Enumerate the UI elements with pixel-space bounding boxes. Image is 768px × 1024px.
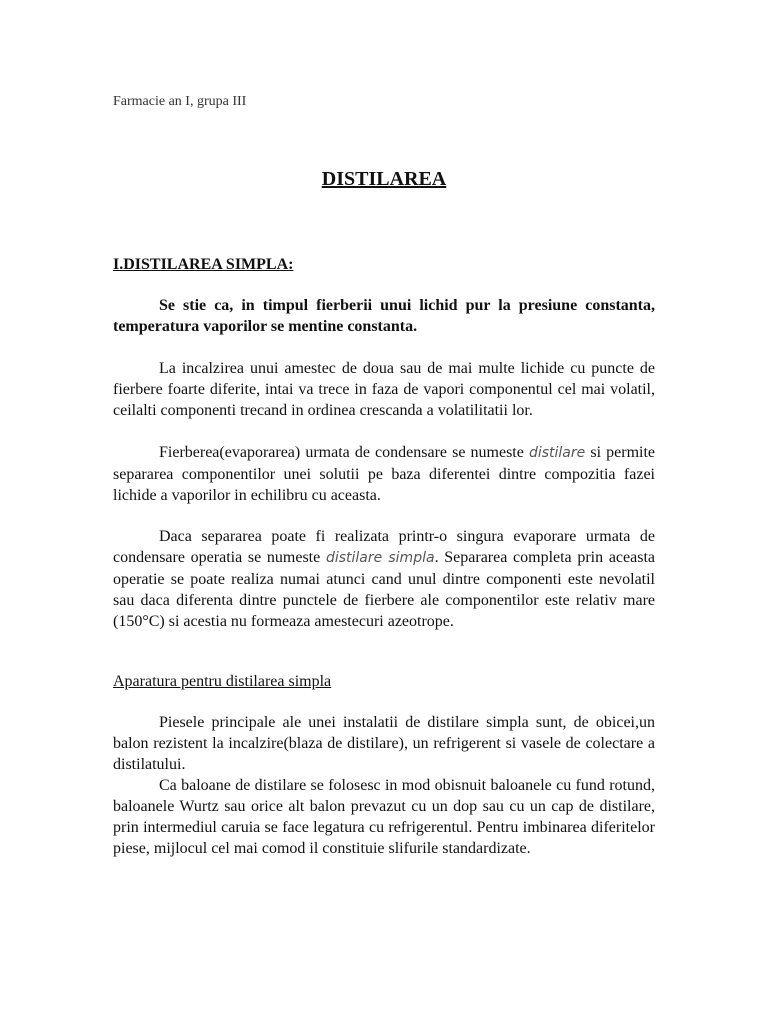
paragraph-distillation-flasks: Ca baloane de distilare se folosesc in mod obisnuit baloanele cu fund rotund, baloanele Wurtz sau orice alt balon prevazut cu un dop sau cu un cap de distilare, prin intermediul caruia se face legatura cu refrigerentul. Pentru imbinarea diferitelor piese, mijlocul cel mai comod il constituie slifurile standardizate.: [113, 777, 655, 857]
paragraph-distillation-definition: [113, 442, 655, 506]
paragraph-mixture-heating: La incalzirea unui amestec de doua sau de mai multe lichide cu puncte de fierbere foarte diferite, intai va trece in faza de vapori componentul cel mai volatil, ceilalti componenti trecand in ordinea crescanda a volatilitatii lor.: [113, 360, 655, 419]
term-distilare: distilare: [528, 445, 586, 461]
subheading-apparatus: Aparatura pentru distilarea simpla: [113, 673, 332, 690]
p3-text-start: Fierberea(evaporarea) urmata de condensare se numeste: [159, 444, 529, 461]
term-distilare-simpla: distilare simpla: [325, 550, 435, 566]
section-heading-simple-distillation: I.DISTILAREA SIMPLA:: [113, 256, 294, 273]
paragraph-simple-distillation: [113, 526, 655, 632]
paragraph-boiling-constant: Se stie ca, in timpul fierberii unui lichid pur la presiune constanta, temperatura vaporilor se mentine constanta.: [113, 297, 655, 335]
course-header: Farmacie an I, grupa III: [113, 94, 247, 109]
p3-text-end: si permite separarea componentilor unei solutii pe baza diferentei dintre compozitia fazei lichide a vaporilor in echilibru cu aceasta.: [113, 444, 656, 504]
paragraph-apparatus-parts: Piesele principale ale unei instalatii de distilare simpla sunt, de obicei,un balon rezistent la incalzire(blaza de distilare), un refrigerent si vasele de colectare a distilatului.: [113, 714, 655, 773]
p4-text-start: Daca separarea poate fi realizata printr-o singura evaporare urmata de condensare operatia se numeste: [113, 528, 655, 566]
document-title: DISTILAREA: [321, 168, 447, 190]
p4-text-end: . Separarea completa prin aceasta operatie se poate realiza numai atunci cand unul dintre componenti este nevolatil sau daca diferenta dintre punctele de fierbere ale componentilor este relativ mare (150°C) si acestia nu formeaza amestecuri azeotrope.: [113, 549, 656, 630]
